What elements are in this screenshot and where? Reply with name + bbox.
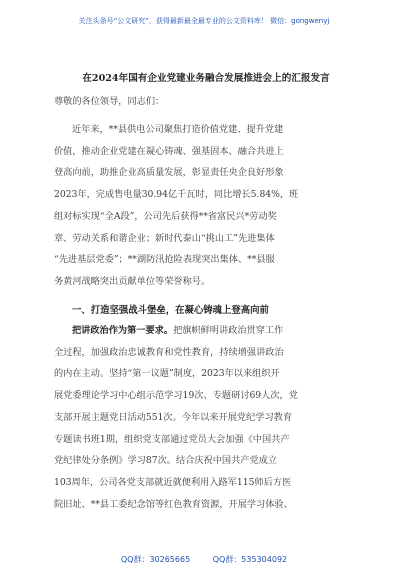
- qq-group-1: QQ群：30265665: [120, 555, 191, 564]
- document-title: 在2024年国有企业党建业务融合发展推进会上的汇报发言: [82, 73, 330, 84]
- paragraph-first-rest: 把旗帜鲜明讲政治贯穿工作: [173, 325, 284, 336]
- qq-group-2: QQ群：535304092: [212, 555, 288, 564]
- paragraph-lead: 把讲政治作为第一要求。: [72, 325, 174, 336]
- paragraph-line: 2023年，完成售电量30.94亿千瓦时，同比增长5.84%，班: [54, 189, 299, 201]
- paragraph-line: 党纪律处分条例》学习87次。结合庆祝中国共产党成立: [54, 455, 278, 467]
- paragraph-first-line: [54, 320, 366, 342]
- paragraph-line: 的内在主动。坚持“第一议题”制度，2023年以来组织开: [54, 368, 280, 380]
- paragraph-line: 专题读书班1期，组织党支部通过党员大会加强《中国共产: [54, 433, 290, 445]
- paragraph-politics: [54, 320, 366, 515]
- paragraph-line: 展党委理论学习中心组示范学习19次、专题研讨69人次，党: [54, 390, 298, 402]
- paragraph-line: 组对标实现“全A段”，公司先后获得**省富民兴*劳动奖: [54, 210, 277, 222]
- paragraph-line: 全过程，加强政治忠诚教育和党性教育，持续增强讲政治: [54, 346, 284, 358]
- paragraph-line: 近年来，**县供电公司聚焦打造价值党建、提升党建: [72, 124, 284, 135]
- paragraph-line: 支部开展主题党日活动551次。今年以来开展党纪学习教育: [54, 411, 293, 423]
- greeting: [54, 91, 366, 113]
- paragraph-line: 103周年，公司各党支部就近就便利用入路军115师后方医: [54, 476, 292, 488]
- paragraph-intro: [54, 119, 366, 293]
- paragraph-line: 章、劳动关系和谐企业；新时代泰山“挑山工”先进集体: [54, 232, 275, 244]
- paragraph-line: 价值，推动企业党建在凝心铸魂、强基固本、融合共进上: [54, 145, 284, 157]
- paragraph-line: 登高向前，助推企业高质量发展，彰显责任央企良好形象: [54, 167, 284, 179]
- section-heading: 一、打造坚强战斗堡垒，在凝心铸魂上登高向前: [72, 305, 269, 316]
- bottom-qq-banner: [0, 554, 408, 565]
- greeting-text: 尊敬的各位领导，同志们：: [54, 96, 165, 107]
- top-promo-banner: 关注头条号“公文研究”，获得最新最全最专业的公文资料库！ 微信：gongwenyj: [78, 17, 330, 25]
- paragraph-line: 务黄河战略突出贡献单位等荣誉称号。: [54, 275, 211, 287]
- paragraph-line: 院旧址、**县工委纪念馆等红色教育资源，开展学习体验、: [54, 498, 293, 510]
- paragraph-line: “先进基层党委”；**湖防汛抢险表现突出集体、**县服: [54, 254, 275, 266]
